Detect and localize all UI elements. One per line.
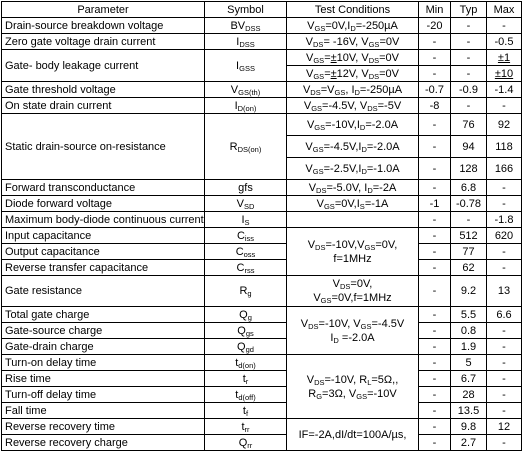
typ-cell: - — [451, 50, 487, 66]
symbol-cell: $Q_{gs}$ — [205, 323, 287, 339]
symbol-cell: $I_{D(on)}$ — [205, 98, 287, 114]
parameter-cell: Total gate charge — [2, 307, 205, 323]
min-cell: - — [419, 323, 451, 339]
symbol-cell: gfs — [205, 180, 287, 196]
max-cell: 118 — [487, 136, 522, 158]
table-row — [2, 419, 522, 435]
symbol-cell: $t_f$ — [205, 403, 287, 419]
min-cell: - — [419, 158, 451, 180]
symbol-cell: $Q_g$ — [205, 307, 287, 323]
max-cell: 13 — [487, 276, 522, 307]
symbol-cell: $t_{rr}$ — [205, 419, 287, 435]
table-row — [2, 276, 522, 307]
header-symbol: Symbol — [205, 2, 287, 18]
max-cell: 166 — [487, 158, 522, 180]
min-cell: - — [419, 50, 451, 66]
symbol-cell: $V_{GS(th)}$ — [205, 82, 287, 98]
symbol-cell: $C_{oss}$ — [205, 244, 287, 260]
typ-cell: 1.9 — [451, 339, 487, 355]
table-row — [2, 403, 522, 419]
parameter-cell: Output capacitance — [2, 244, 205, 260]
table-row — [2, 82, 522, 98]
table-row — [2, 98, 522, 114]
parameter-cell: Reverse transfer capacitance — [2, 260, 205, 276]
max-cell: - — [487, 18, 522, 34]
typ-cell: 128 — [451, 158, 487, 180]
max-cell: -1.4 — [487, 82, 522, 98]
condition-cell: $V_{GS}=-4.5V$, $V_{DS}=-5V$ — [287, 98, 419, 114]
typ-cell: 5.5 — [451, 307, 487, 323]
min-cell: -0.7 — [419, 82, 451, 98]
condition-cell: $V_{DS}=V_{GS}$, $I_D=-250\mu A$ — [287, 82, 419, 98]
table-row — [2, 355, 522, 371]
parameter-cell: Turn-off delay time — [2, 387, 205, 403]
min-cell: -20 — [419, 18, 451, 34]
max-cell: - — [487, 260, 522, 276]
max-cell: - — [487, 387, 522, 403]
typ-cell: 76 — [451, 114, 487, 136]
table-row — [2, 371, 522, 387]
condition-cell: $V_{DS}=-10V$, $R_L=5\Omega$,, $R_G=3\Omega$, $V_{GS}=-10V$ — [287, 355, 419, 419]
parameter-cell: Turn-on delay time — [2, 355, 205, 371]
min-cell: - — [419, 276, 451, 307]
max-cell: - — [487, 355, 522, 371]
min-cell: - — [419, 114, 451, 136]
min-cell: - — [419, 387, 451, 403]
symbol-cell: $C_{iss}$ — [205, 228, 287, 244]
min-cell: - — [419, 66, 451, 82]
typ-cell: 94 — [451, 136, 487, 158]
parameter-cell: Gate-drain charge — [2, 339, 205, 355]
table-row — [2, 180, 522, 196]
condition-cell — [287, 212, 419, 228]
typ-cell: 77 — [451, 244, 487, 260]
condition-cell: $V_{DS}=-10V,V_{GS}=0V$, f=1MHz — [287, 228, 419, 276]
max-cell: - — [487, 244, 522, 260]
table-row — [2, 307, 522, 323]
min-cell: - — [419, 180, 451, 196]
table-row — [2, 339, 522, 355]
min-cell: - — [419, 228, 451, 244]
table-row — [2, 114, 522, 136]
min-cell: - — [419, 371, 451, 387]
parameter-cell: Reverse recovery charge — [2, 435, 205, 451]
max-cell: 12 — [487, 419, 522, 435]
min-cell: - — [419, 34, 451, 50]
typ-cell: 5 — [451, 355, 487, 371]
min-cell: - — [419, 355, 451, 371]
typ-cell: 9.8 — [451, 419, 487, 435]
typ-cell: 6.7 — [451, 371, 487, 387]
typ-cell: 6.8 — [451, 180, 487, 196]
max-cell: -1.8 — [487, 212, 522, 228]
min-cell: - — [419, 419, 451, 435]
symbol-cell: $I_{GSS}$ — [205, 50, 287, 82]
table-row — [2, 260, 522, 276]
symbol-cell: $R_g$ — [205, 276, 287, 307]
condition-cell: $V_{GS}=-4.5V,I_D=-2.0A$ — [287, 136, 419, 158]
symbol-cell: $t_{d(on)}$ — [205, 355, 287, 371]
table-row — [2, 323, 522, 339]
typ-cell: 0.8 — [451, 323, 487, 339]
header-parameter: Parameter — [2, 2, 205, 18]
max-cell: - — [487, 371, 522, 387]
parameter-cell: Gate- body leakage current — [2, 50, 205, 82]
typ-cell: - — [451, 212, 487, 228]
max-cell: 92 — [487, 114, 522, 136]
table-row — [2, 387, 522, 403]
condition-cell: $V_{GS}=-10V,I_D=-2.0A$ — [287, 114, 419, 136]
condition-cell: $V_{GS}=\pm 12V$, $V_{DS}=0V$ — [287, 66, 419, 82]
typ-cell: -0.78 — [451, 196, 487, 212]
max-cell: - — [487, 323, 522, 339]
condition-cell: $V_{DS}=-5.0V$, $I_D=-2A$ — [287, 180, 419, 196]
max-cell: - — [487, 196, 522, 212]
max-cell: - — [487, 180, 522, 196]
symbol-cell: $I_S$ — [205, 212, 287, 228]
symbol-cell: $Q_{rr}$ — [205, 435, 287, 451]
typ-cell: -0.9 — [451, 82, 487, 98]
symbol-cell: $t_{d(off)}$ — [205, 387, 287, 403]
min-cell: -8 — [419, 98, 451, 114]
header-row — [2, 2, 522, 18]
max-cell: -0.5 — [487, 34, 522, 50]
parameter-cell: Gate threshold voltage — [2, 82, 205, 98]
parameter-cell: Gate-source charge — [2, 323, 205, 339]
table-row — [2, 34, 522, 50]
typ-cell: 13.5 — [451, 403, 487, 419]
min-cell: -1 — [419, 196, 451, 212]
max-cell: - — [487, 435, 522, 451]
symbol-cell: $V_{SD}$ — [205, 196, 287, 212]
min-cell: - — [419, 244, 451, 260]
parameter-cell: Reverse recovery time — [2, 419, 205, 435]
typ-cell: - — [451, 18, 487, 34]
header-typ: Typ — [451, 2, 487, 18]
parameter-cell: Forward transconductance — [2, 180, 205, 196]
min-cell: - — [419, 435, 451, 451]
min-cell: - — [419, 212, 451, 228]
parameter-cell: Diode forward voltage — [2, 196, 205, 212]
header-min: Min — [419, 2, 451, 18]
parameter-cell: Rise time — [2, 371, 205, 387]
max-cell: - — [487, 98, 522, 114]
typ-cell: - — [451, 66, 487, 82]
table-row — [2, 18, 522, 34]
parameter-cell: Static drain-source on-resistance — [2, 114, 205, 180]
parameter-cell: Maximum body-diode continuous current — [2, 212, 205, 228]
electrical-characteristics-table — [1, 1, 522, 451]
symbol-cell: $R_{DS(on)}$ — [205, 114, 287, 180]
typ-cell: 62 — [451, 260, 487, 276]
max-cell: ±1 — [487, 50, 522, 66]
max-cell: - — [487, 403, 522, 419]
table-row — [2, 196, 522, 212]
symbol-cell: $Q_{gd}$ — [205, 339, 287, 355]
max-cell: ±10 — [487, 66, 522, 82]
min-cell: - — [419, 339, 451, 355]
condition-cell: $V_{GS}=0V,I_D=-250\mu A$ — [287, 18, 419, 34]
condition-cell: $V_{GS}=0V,I_S=-1A$ — [287, 196, 419, 212]
header-test-conditions: Test Conditions — [287, 2, 419, 18]
table-row — [2, 50, 522, 66]
symbol-cell: $C_{rss}$ — [205, 260, 287, 276]
table-row — [2, 228, 522, 244]
table-row — [2, 435, 522, 451]
condition-cell: $V_{DS}=-10V$, $V_{GS}=-4.5V$ $I_D =-2.0A$ — [287, 307, 419, 355]
condition-cell: $V_{GS}=\pm 10V$, $V_{DS}=0V$ — [287, 50, 419, 66]
min-cell: - — [419, 403, 451, 419]
max-cell: - — [487, 339, 522, 355]
min-cell: - — [419, 136, 451, 158]
symbol-cell: $t_r$ — [205, 371, 287, 387]
typ-cell: 512 — [451, 228, 487, 244]
symbol-cell: $I_{DSS}$ — [205, 34, 287, 50]
parameter-cell: On state drain current — [2, 98, 205, 114]
condition-cell: $V_{GS}=-2.5V,I_D=-1.0A$ — [287, 158, 419, 180]
parameter-cell: Fall time — [2, 403, 205, 419]
condition-cell: $V_{DS}=0V$, $V_{GS}=0V,f=1MHz$ — [287, 276, 419, 307]
typ-cell: - — [451, 34, 487, 50]
max-cell: 6.6 — [487, 307, 522, 323]
typ-cell: 9.2 — [451, 276, 487, 307]
typ-cell: - — [451, 98, 487, 114]
parameter-cell: Input capacitance — [2, 228, 205, 244]
header-max: Max — [487, 2, 522, 18]
symbol-cell: $BV_{DSS}$ — [205, 18, 287, 34]
parameter-cell: Gate resistance — [2, 276, 205, 307]
condition-cell: $V_{DS}= -16V$, $V_{GS}=0V$ — [287, 34, 419, 50]
min-cell: - — [419, 307, 451, 323]
max-cell: 620 — [487, 228, 522, 244]
table-row — [2, 212, 522, 228]
condition-cell: IF=-2A,dI/dt=100A/µs, — [287, 419, 419, 451]
min-cell: - — [419, 260, 451, 276]
table-row — [2, 244, 522, 260]
parameter-cell: Zero gate voltage drain current — [2, 34, 205, 50]
parameter-cell: Drain-source breakdown voltage — [2, 18, 205, 34]
typ-cell: 2.7 — [451, 435, 487, 451]
typ-cell: 28 — [451, 387, 487, 403]
